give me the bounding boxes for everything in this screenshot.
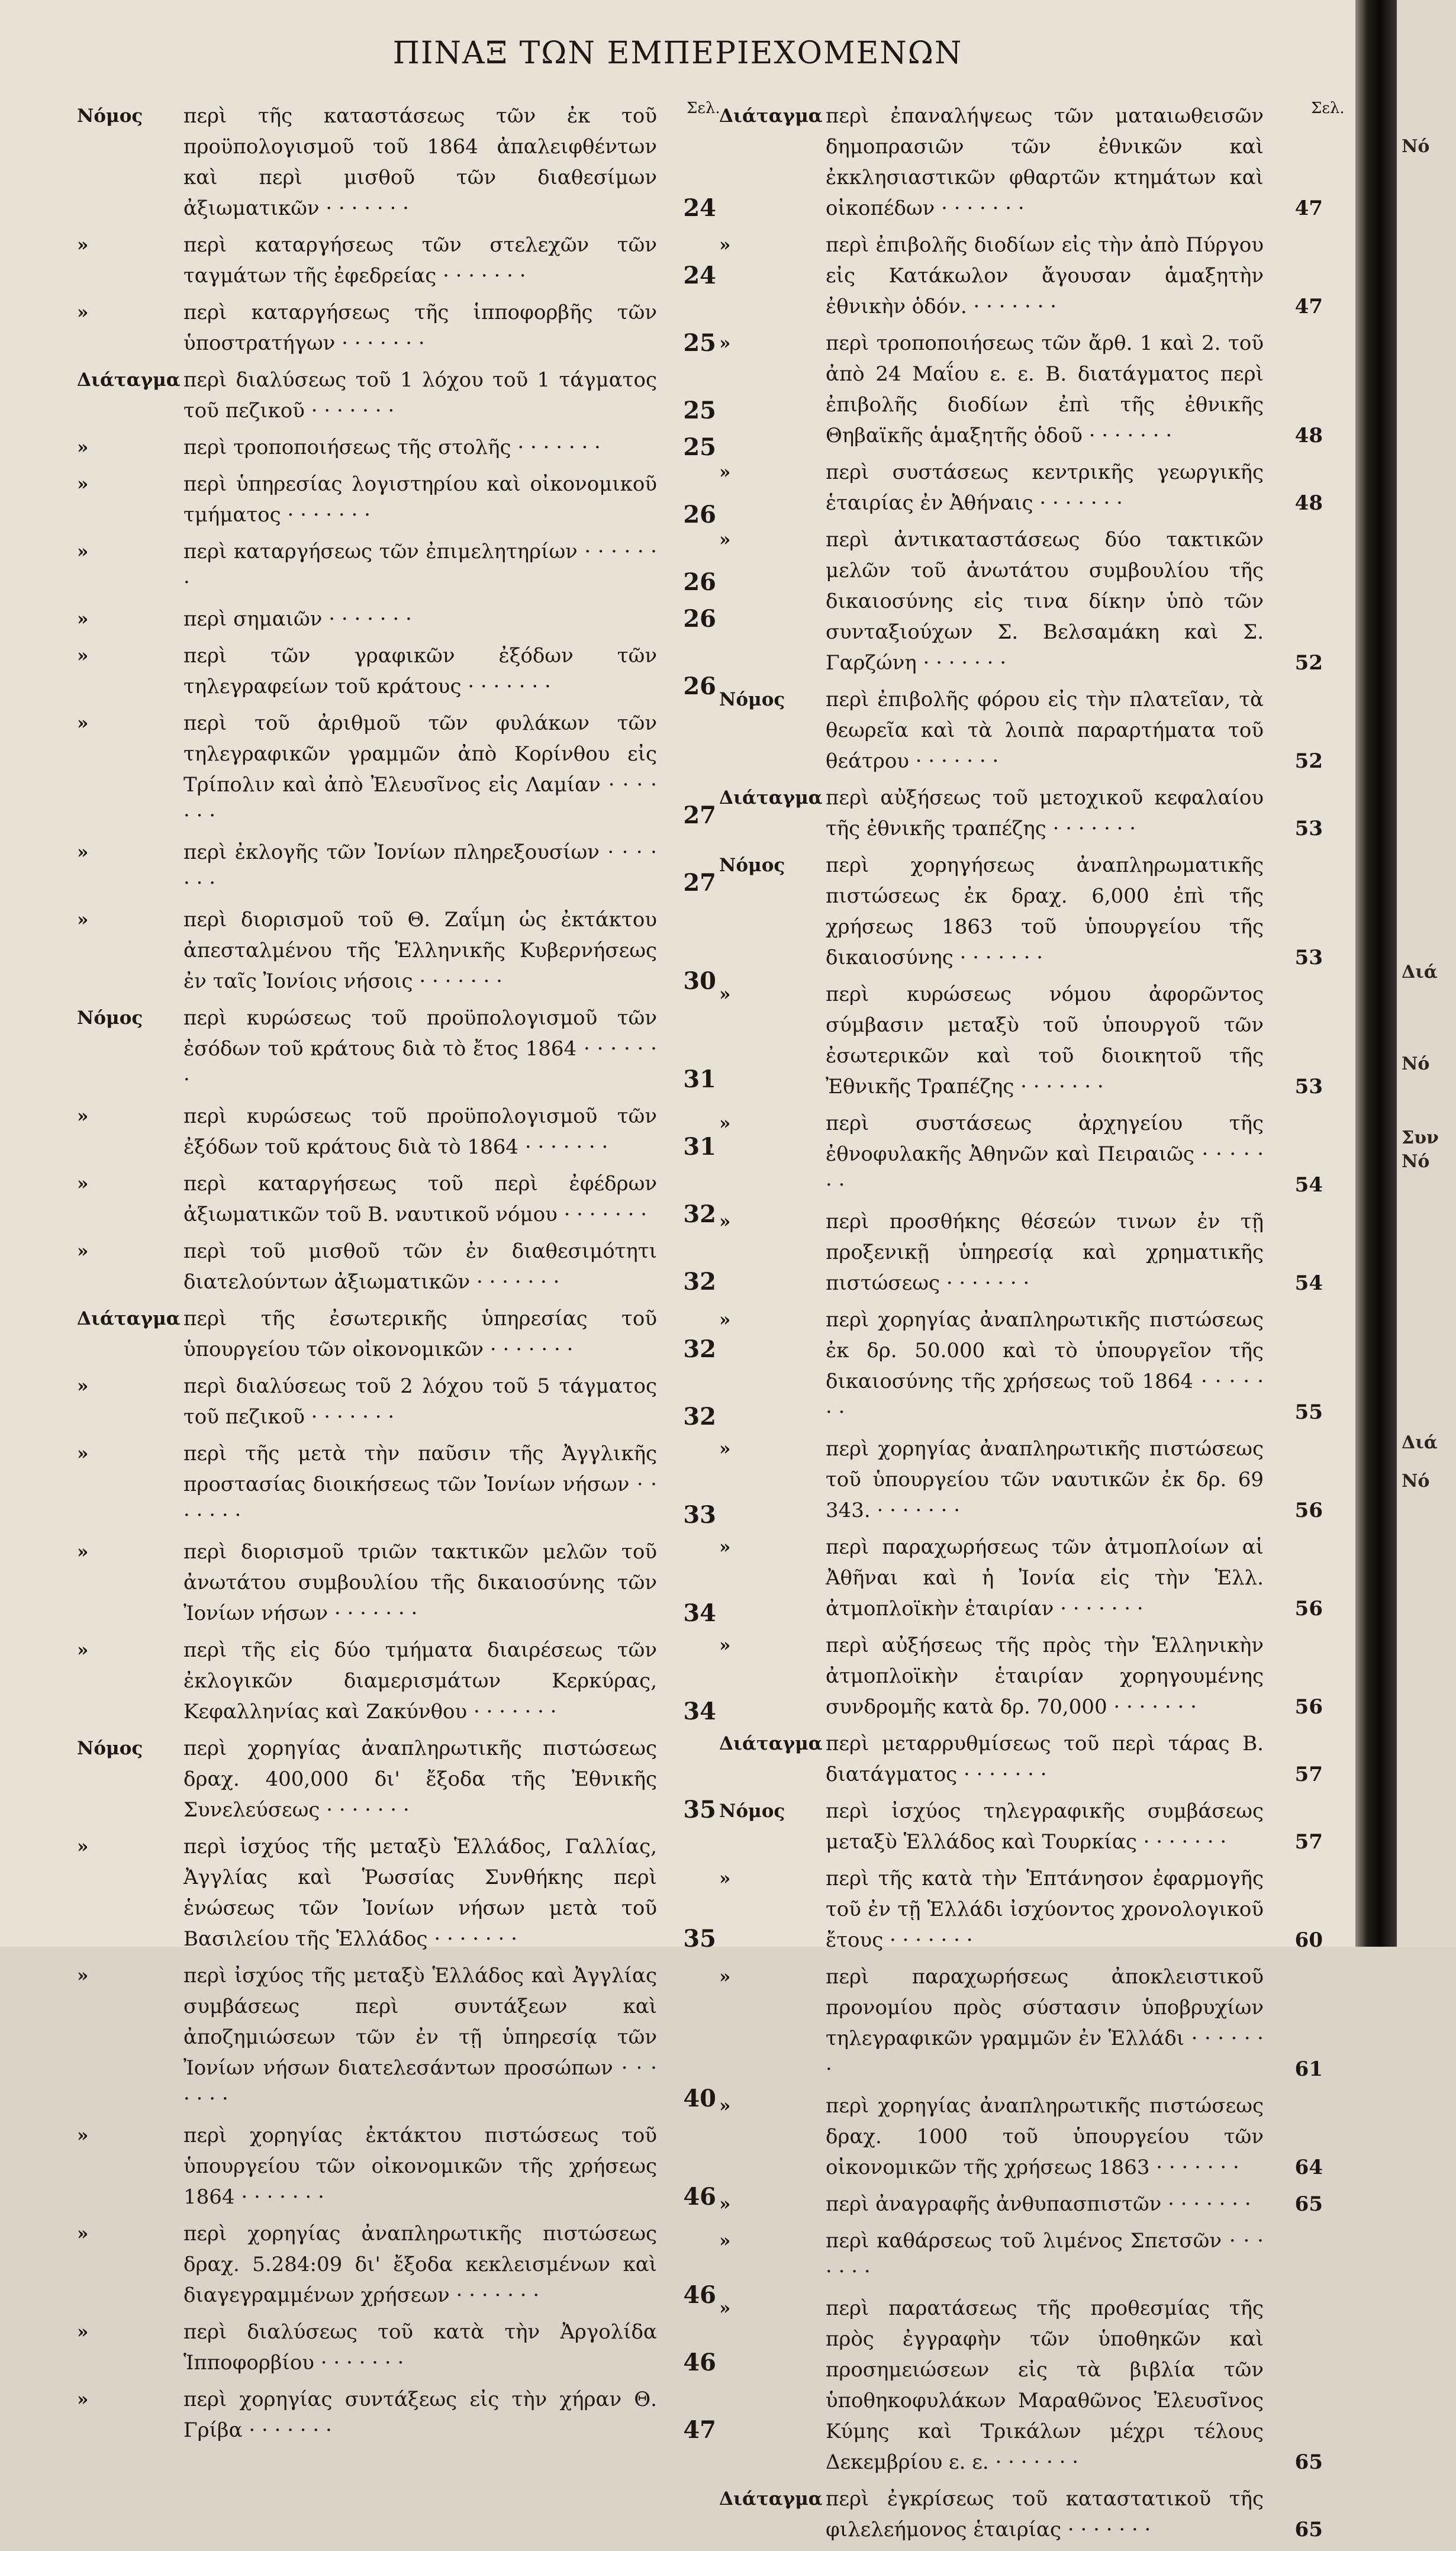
toc-entry <box>77 536 716 598</box>
entry-text: περὶ διορισμοῦ τριῶν τακτικῶν μελῶν τοῦ ἀνωτάτου συμβουλίου τῆς δικαιοσύνης τῶν Ἰονίων νήσων · · · · · · · <box>183 1540 657 1625</box>
entry-text: περὶ καταργήσεως τοῦ περὶ ἐφέδρων ἀξιωματικῶν τοῦ Β. ναυτικοῦ νόμου · · · · · · · <box>183 1172 657 1226</box>
entry-page-number: 34 <box>683 1599 716 1627</box>
entry-page-number: 30 <box>683 967 716 995</box>
entry-text: περὶ χορηγίας ἀναπληρωτικῆς πιστώσεως δραχ. 400,000 δι' ἔξοδα τῆς Ἐθνικῆς Συνελεύσεως · · · · · · · <box>183 1737 657 1822</box>
entry-page-number: 46 <box>683 2183 716 2211</box>
entry-page-number: 54 <box>1294 1173 1323 1197</box>
toc-entry <box>77 469 716 530</box>
entry-type: » <box>77 645 89 666</box>
toc-entry <box>77 1438 716 1531</box>
entry-text: περὶ ἀναγραφῆς ἀνθυπασπιστῶν · · · · · · · <box>826 2192 1251 2216</box>
entry-text: περὶ παρατάσεως τῆς προθεσμίας τῆς πρὸς ἐγγραφὴν τῶν ὑποθηκῶν καὶ προσημειώσεων εἰς τὰ βιβλία τῶν ὑποθηκοφυλάκων Μαραθῶνος Ἐλευσῖνος Κύμης καὶ Τρικάλων μέχρι τέλους Δεκεμβρίου ε. ε. · · · · · · · <box>826 2296 1264 2474</box>
entry-type: » <box>77 1541 89 1563</box>
entry-page-number: 55 <box>1294 1400 1323 1424</box>
entry-text: περὶ τῆς κατὰ τὴν Ἑπτάνησον ἐφαρμογῆς τοῦ ἐν τῇ Ἑλλάδι ἰσχύοντος χρονολογικοῦ ἔτους · · · · · · · <box>826 1867 1264 1952</box>
entry-type: » <box>77 1241 89 1262</box>
page-column-label-left: Σελ. <box>687 99 720 117</box>
entry-page-number: 47 <box>1294 197 1323 220</box>
toc-column-left <box>77 101 716 2452</box>
entry-page-number: 32 <box>683 1403 716 1431</box>
entry-type: » <box>77 2389 89 2410</box>
entry-page-number: 27 <box>683 869 716 897</box>
entry-page-number: 32 <box>683 1200 716 1228</box>
toc-entry <box>77 1733 716 1825</box>
entry-type: » <box>77 1376 89 1397</box>
entry-page-number: 46 <box>683 2281 716 2309</box>
entry-type: » <box>719 1113 731 1134</box>
entry-page-number: 61 <box>1294 2057 1323 2081</box>
entry-text: περὶ τροποποιήσεως τῶν ἄρθ. 1 καὶ 2. τοῦ ἀπὸ 24 Μαΐου ε. ε. Β. διατάγματος περὶ ἐπιβολῆς διοδίων ἐπὶ τῆς ἐθνικῆς Θηβαϊκῆς ἁμαξητῆς ὁδοῦ · · · · · · · <box>826 331 1264 447</box>
toc-entry <box>77 432 716 463</box>
toc-entry <box>77 1960 716 2114</box>
entry-type: Νόμος <box>77 1007 143 1029</box>
toc-entry <box>77 2120 716 2212</box>
entry-page-number: 35 <box>683 1925 716 1953</box>
entry-type: » <box>77 2321 89 2343</box>
toc-entry <box>719 2293 1323 2478</box>
entry-page-number: 54 <box>1294 1271 1323 1295</box>
entry-text: περὶ καταργήσεως τῶν ἐπιμελητηρίων · · · · · · · <box>183 540 657 594</box>
entry-page-number: 27 <box>683 801 716 829</box>
book-spine <box>1355 0 1397 1947</box>
entry-type: » <box>77 909 89 930</box>
entry-type: » <box>719 2194 731 2215</box>
entry-text: περὶ μεταρρυθμίσεως τοῦ περὶ τάρας Β. διατάγματος · · · · · · · <box>826 1732 1264 1786</box>
entry-text: περὶ καθάρσεως τοῦ λιμένος Σπετσῶν · · · · · · · <box>826 2229 1264 2283</box>
entry-page-number: 53 <box>1294 946 1323 969</box>
entry-text: περὶ κυρώσεως νόμου ἀφορῶντος σύμβασιν μεταξὺ τοῦ ὑπουργοῦ τῶν ἐσωτερικῶν καὶ τοῦ διοικητοῦ τῆς Ἐθνικῆς Τραπέζης · · · · · · · <box>826 983 1264 1099</box>
toc-entry <box>719 457 1323 518</box>
entry-text: περὶ χορηγίας ἀναπληρωτικῆς πιστώσεως δραχ. 5.284:09 δι' ἔξοδα κεκλεισμένων καὶ διαγεγραμμένων χρήσεων · · · · · · · <box>183 2222 657 2307</box>
entry-text: περὶ παραχωρήσεως ἀποκλειστικοῦ προνομίου πρὸς σύστασιν ὑποβρυχίων τηλεγραφικῶν γραμμῶν ἐν Ἑλλάδι · · · · · · · <box>826 1965 1264 2081</box>
entry-page-number: 26 <box>683 672 716 700</box>
next-page-fragment: Διά <box>1402 962 1438 983</box>
entry-text: περὶ τῆς ἐσωτερικῆς ὑπηρεσίας τοῦ ὑπουργείου τῶν οἰκονομικῶν · · · · · · · <box>183 1307 657 1361</box>
entry-page-number: 48 <box>1294 424 1323 447</box>
entry-page-number: 25 <box>683 397 716 424</box>
entry-text: περὶ τροποποιήσεως τῆς στολῆς · · · · · · · <box>183 436 601 459</box>
entry-text: περὶ χορηγίας συντάξεως εἰς τὴν χήραν Θ. Γρίβα · · · · · · · <box>183 2388 657 2442</box>
toc-entry <box>719 2225 1323 2287</box>
entry-text: περὶ σημαιῶν · · · · · · · <box>183 607 412 631</box>
entry-text: περὶ ὑπηρεσίας λογιστηρίου καὶ οἰκονομικοῦ τμήματος · · · · · · · <box>183 472 657 527</box>
entry-text: περὶ διορισμοῦ τοῦ Θ. Ζαΐμη ὡς ἐκτάκτου ἀπεσταλμένου τῆς Ἑλληνικῆς Κυβερνήσεως ἐν ταῖς Ἰονίοις νήσοις · · · · · · · <box>183 908 657 993</box>
entry-text: περὶ προσθήκης θέσεών τινων ἐν τῇ προξενικῇ ὑπηρεσίᾳ καὶ χρηματικῆς πιστώσεως · · · · · · · <box>826 1210 1264 1295</box>
toc-entry <box>77 1831 716 1954</box>
entry-page-number: 53 <box>1294 817 1323 840</box>
toc-entry <box>719 1728 1323 1790</box>
page-title: ΠΙΝΑΞ ΤΩΝ ΕΜΠΕΡΙΕΧΟΜΕΝΩΝ <box>392 36 963 71</box>
entry-text: περὶ ἐπαναλήψεως τῶν ματαιωθεισῶν δημοπρασιῶν τῶν ἐθνικῶν καὶ ἐκκλησιαστικῶν φθαρτῶν κτημάτων καὶ οἰκοπέδων · · · · · · · <box>826 104 1264 220</box>
entry-type: » <box>77 2223 89 2244</box>
entry-page-number: 56 <box>1294 1695 1323 1719</box>
toc-entry <box>719 230 1323 322</box>
toc-entry <box>719 782 1323 844</box>
toc-entry <box>77 1371 716 1432</box>
next-page-fragment: Νό <box>1402 136 1430 157</box>
toc-entry <box>77 101 716 224</box>
entry-text: περὶ κυρώσεως τοῦ προϋπολογισμοῦ τῶν ἐσόδων τοῦ κράτους διὰ τὸ ἔτος 1864 · · · · · · · <box>183 1006 657 1091</box>
toc-entry <box>77 1635 716 1727</box>
entry-type: » <box>77 1965 89 1986</box>
entry-page-number: 35 <box>683 1796 716 1824</box>
toc-entry <box>719 1206 1323 1299</box>
entry-type: » <box>77 842 89 863</box>
entry-type: » <box>77 474 89 495</box>
entry-type: » <box>77 713 89 734</box>
entry-page-number: 65 <box>1294 2192 1323 2216</box>
entry-page-number: 48 <box>1294 491 1323 515</box>
toc-entry <box>77 1236 716 1297</box>
toc-entry <box>77 604 716 634</box>
entry-text: περὶ τῆς καταστάσεως τῶν ἐκ τοῦ προϋπολογισμοῦ τοῦ 1864 ἀπαλειφθέντων καὶ περὶ μισθοῦ τῶν διαθεσίμων ἀξιωματικῶν · · · · · · · <box>183 104 657 220</box>
entry-type: Διάταγμα <box>77 1308 181 1329</box>
entry-page-number: 24 <box>683 194 716 222</box>
entry-text: περὶ τῶν γραφικῶν ἐξόδων τῶν τηλεγραφείων τοῦ κράτους · · · · · · · <box>183 644 657 698</box>
toc-entry <box>77 2384 716 2446</box>
entry-type: » <box>77 1443 89 1464</box>
entry-type: Διάταγμα <box>719 2488 823 2510</box>
next-page-fragment: Νό <box>1402 1471 1430 1492</box>
entry-type: » <box>77 234 89 256</box>
entry-type: » <box>719 333 731 354</box>
entry-page-number: 65 <box>1294 2450 1323 2474</box>
entry-type: » <box>77 1836 89 1857</box>
toc-entry <box>77 837 716 898</box>
toc-entry <box>77 2218 716 2311</box>
toc-entry <box>719 1305 1323 1428</box>
entry-page-number: 33 <box>683 1501 716 1529</box>
entry-text: περὶ παραχωρήσεως τῶν ἀτμοπλοίων αἱ Ἀθῆναι καὶ ἡ Ἰονία εἰς τὴν Ἑλλ. ἀτμοπλοϊκὴν ἑταιρίαν · · · · · · · <box>826 1535 1264 1621</box>
entry-type: » <box>719 1309 731 1331</box>
entry-text: περὶ τῆς εἰς δύο τμήματα διαιρέσεως τῶν ἐκλογικῶν διαμερισμάτων Κερκύρας, Κεφαλληνίας καὶ Ζακύνθου · · · · · · · <box>183 1638 657 1724</box>
entry-type: » <box>77 302 89 323</box>
entry-page-number: 26 <box>683 501 716 529</box>
entry-page-number: 52 <box>1294 749 1323 773</box>
entry-type: » <box>719 2095 731 2117</box>
toc-entry <box>77 1101 716 1162</box>
entry-text: περὶ ἐκλογῆς τῶν Ἰονίων πληρεξουσίων · · · · · · · <box>183 840 657 895</box>
entry-text: περὶ χορηγήσεως ἀναπληρωματικῆς πιστώσεως ἐκ δραχ. 6,000 ἐπὶ τῆς χρήσεως 1863 τοῦ ὑπουργείου τῆς δικαιοσύνης · · · · · · · <box>826 853 1264 969</box>
entry-type: » <box>77 608 89 630</box>
toc-entry <box>719 850 1323 973</box>
entry-type: Διάταγμα <box>719 787 823 809</box>
entry-page-number: 34 <box>683 1698 716 1725</box>
entry-text: περὶ ἐγκρίσεως τοῦ καταστατικοῦ τῆς φιλελεήμονος ἑταιρίας · · · · · · · <box>826 2487 1264 2542</box>
entry-type: » <box>719 1635 731 1656</box>
entry-type: Διάταγμα <box>719 105 823 127</box>
entry-page-number: 56 <box>1294 1597 1323 1621</box>
toc-entry <box>719 1434 1323 1526</box>
toc-entry <box>77 365 716 426</box>
toc-entry <box>719 1532 1323 1624</box>
entry-text: περὶ χορηγίας ἀναπληρωτικῆς πιστώσεως ἐκ δρ. 50.000 καὶ τὸ ὑπουργεῖον τῆς δικαιοσύνης τῆς χρήσεως τοῦ 1864 · · · · · · · <box>826 1308 1264 1424</box>
entry-type: » <box>77 541 89 562</box>
next-page-fragment: Νό <box>1402 1054 1430 1074</box>
next-page-fragment: Διά <box>1402 1432 1438 1453</box>
entry-type: » <box>719 1868 731 1889</box>
entry-page-number: 52 <box>1294 651 1323 675</box>
entry-text: περὶ διαλύσεως τοῦ 2 λόχου τοῦ 5 τάγματος τοῦ πεζικοῦ · · · · · · · <box>183 1374 657 1429</box>
entry-type: Νόμος <box>719 689 785 710</box>
entry-type: » <box>719 1211 731 1232</box>
entry-type: » <box>77 2125 89 2146</box>
toc-entry <box>77 1168 716 1230</box>
toc-entry <box>719 2484 1323 2545</box>
entry-page-number: 25 <box>683 329 716 357</box>
entry-type: » <box>719 1966 731 1988</box>
entry-text: περὶ χορηγίας ἐκτάκτου πιστώσεως τοῦ ὑπουργείου τῶν οἰκονομικῶν τῆς χρήσεως 1864 · · · · · · · <box>183 2124 657 2209</box>
entry-page-number: 31 <box>683 1133 716 1161</box>
entry-text: περὶ συστάσεως ἀρχηγείου τῆς ἐθνοφυλακῆς Ἀθηνῶν καὶ Πειραιῶς · · · · · · · <box>826 1112 1264 1197</box>
toc-entry <box>719 2189 1323 2220</box>
entry-text: περὶ ἐπιβολῆς διοδίων εἰς τὴν ἀπὸ Πύργου εἰς Κατάκωλον ἄγουσαν ἁμαξητὴν ἐθνικὴν ὁδόν. · · · · · · · <box>826 233 1264 318</box>
toc-entry <box>719 684 1323 777</box>
entry-page-number: 24 <box>683 262 716 289</box>
entry-type: Διάταγμα <box>719 1733 823 1754</box>
next-page-edge <box>1397 0 1456 1947</box>
entry-type: » <box>77 1173 89 1194</box>
entry-type: Νόμος <box>719 855 785 876</box>
entry-page-number: 46 <box>683 2349 716 2376</box>
entry-type: » <box>77 1106 89 1127</box>
entry-text: περὶ ἰσχύος τῆς μεταξὺ Ἑλλάδος, Γαλλίας, Ἀγγλίας καὶ Ῥωσσίας Συνθήκης περὶ ἑνώσεως τῶν Ἰονίων νήσων μετὰ τοῦ Βασιλείου τῆς Ἑλλάδος · · · · · · · <box>183 1835 657 1951</box>
entry-page-number: 65 <box>1294 2518 1323 2542</box>
entry-type: » <box>719 1537 731 1558</box>
toc-entry <box>77 2317 716 2378</box>
entry-text: περὶ χορηγίας ἀναπληρωτικῆς πιστώσεως τοῦ ὑπουργείου τῶν ναυτικῶν ἐκ δρ. 69 343. · · · · · · · <box>826 1437 1264 1522</box>
entry-text: περὶ διαλύσεως τοῦ κατὰ τὴν Ἀργολίδα Ἱπποφορβίου · · · · · · · <box>183 2320 657 2375</box>
entry-text: περὶ τοῦ ἀριθμοῦ τῶν φυλάκων τῶν τηλεγραφικῶν γραμμῶν ἀπὸ Κορίνθου εἰς Τρίπολιν καὶ ἀπὸ Ἐλευσῖνος εἰς Λαμίαν · · · · · · · <box>183 711 657 827</box>
toc-entry <box>77 708 716 831</box>
entry-type: » <box>719 462 731 483</box>
entry-page-number: 60 <box>1294 1928 1323 1952</box>
entry-text: περὶ ἀντικαταστάσεως δύο τακτικῶν μελῶν τοῦ ἀνωτάτου συμβουλίου τῆς δικαιοσύνης εἰς τινα δίκην ὑπὸ τῶν συνταξιούχων Σ. Βελσαμάκη καὶ Σ. Γαρζώνη · · · · · · · <box>826 528 1264 675</box>
entry-text: περὶ ἐπιβολῆς φόρου εἰς τὴν πλατεῖαν, τὰ θεωρεῖα καὶ τὰ λοιπὰ παραρτήματα τοῦ θεάτρου · · · · · · · <box>826 688 1264 773</box>
toc-entry <box>77 1003 716 1095</box>
entry-text: περὶ συστάσεως κεντρικῆς γεωργικῆς ἑταιρίας ἐν Ἀθήναις · · · · · · · <box>826 460 1264 515</box>
entry-text: περὶ αὐξήσεως τοῦ μετοχικοῦ κεφαλαίου τῆς ἐθνικῆς τραπέζης · · · · · · · <box>826 786 1264 840</box>
entry-page-number: 40 <box>683 2085 716 2112</box>
entry-text: περὶ ἰσχύος τῆς μεταξὺ Ἑλλάδος καὶ Ἀγγλίας συμβάσεως περὶ συντάξεων καὶ ἀποζημιώσεων τῶν ἐν τῇ ὑπηρεσίᾳ τῶν Ἰονίων νήσων διατελεσάντων προσώπων · · · · · · · <box>183 1964 657 2111</box>
toc-entry <box>719 1108 1323 1200</box>
entry-text: περὶ χορηγίας ἀναπληρωτικῆς πιστώσεως δραχ. 1000 τοῦ ὑπουργείου τῶν οἰκονομικῶν τῆς χρήσεως 1863 · · · · · · · <box>826 2094 1264 2179</box>
toc-entry <box>77 297 716 359</box>
toc-entry <box>77 1303 716 1365</box>
entry-text: περὶ καταργήσεως τῆς ἱπποφορβῆς τῶν ὑποστρατήγων · · · · · · · <box>183 301 657 355</box>
entry-page-number: 32 <box>683 1335 716 1363</box>
entry-type: Διάταγμα <box>77 369 181 391</box>
toc-entry <box>77 1537 716 1629</box>
entry-type: » <box>719 234 731 256</box>
toc-entry <box>719 524 1323 678</box>
entry-type: Νόμος <box>77 1738 143 1759</box>
entry-type: Νόμος <box>719 1800 785 1822</box>
entry-text: περὶ αὐξήσεως τῆς πρὸς τὴν Ἑλληνικὴν ἀτμοπλοϊκὴν ἑταιρίαν χορηγουμένης συνδρομῆς κατὰ δρ. 70,000 · · · · · · · <box>826 1634 1264 1719</box>
entry-page-number: 57 <box>1294 1830 1323 1854</box>
entry-type: Νόμος <box>77 105 143 127</box>
toc-entry <box>719 1863 1323 1956</box>
next-page-fragment: Συν <box>1402 1128 1439 1148</box>
entry-page-number: 47 <box>683 2416 716 2444</box>
entry-type: » <box>719 2230 731 2252</box>
entry-type: » <box>77 437 89 458</box>
entry-page-number: 56 <box>1294 1499 1323 1522</box>
entry-page-number: 47 <box>1294 295 1323 318</box>
entry-text: περὶ διαλύσεως τοῦ 1 λόχου τοῦ 1 τάγματος τοῦ πεζικοῦ · · · · · · · <box>183 368 657 423</box>
toc-entry <box>719 328 1323 451</box>
entry-type: » <box>719 529 731 550</box>
entry-type: » <box>719 1438 731 1460</box>
toc-entry <box>719 1796 1323 1857</box>
toc-entry <box>719 979 1323 1102</box>
entry-type: » <box>77 1640 89 1661</box>
entry-type: » <box>719 984 731 1005</box>
entry-page-number: 32 <box>683 1268 716 1296</box>
entry-page-number: 26 <box>683 605 716 633</box>
toc-entry <box>77 640 716 702</box>
toc-entry <box>719 101 1323 224</box>
entry-page-number: 25 <box>683 433 716 461</box>
page-column-label-right: Σελ. <box>1311 99 1345 117</box>
toc-entry <box>719 1961 1323 2085</box>
toc-entry <box>719 1630 1323 1722</box>
entry-page-number: 57 <box>1294 1763 1323 1786</box>
entry-text: περὶ τῆς μετὰ τὴν παῦσιν τῆς Ἀγγλικῆς προστασίας διοικήσεως τῶν Ἰονίων νήσων · · · · · · · <box>183 1442 657 1527</box>
entry-page-number: 64 <box>1294 2156 1323 2179</box>
next-page-fragment: Νό <box>1402 1151 1430 1172</box>
toc-entry <box>77 230 716 291</box>
entry-text: περὶ καταργήσεως τῶν στελεχῶν τῶν ταγμάτων τῆς ἐφεδρείας · · · · · · · <box>183 233 657 288</box>
entry-page-number: 31 <box>683 1065 716 1093</box>
toc-column-right <box>719 101 1323 2551</box>
entry-text: περὶ ἰσχύος τηλεγραφικῆς συμβάσεως μεταξὺ Ἑλλάδος καὶ Τουρκίας · · · · · · · <box>826 1799 1264 1854</box>
toc-entry <box>77 904 716 997</box>
entry-text: περὶ τοῦ μισθοῦ τῶν ἐν διαθεσιμότητι διατελούντων ἀξιωματικῶν · · · · · · · <box>183 1239 657 1294</box>
entry-page-number: 53 <box>1294 1075 1323 1099</box>
toc-entry <box>719 2091 1323 2183</box>
entry-text: περὶ κυρώσεως τοῦ προϋπολογισμοῦ τῶν ἐξόδων τοῦ κράτους διὰ τὸ 1864 · · · · · · · <box>183 1104 657 1159</box>
entry-type: » <box>719 2298 731 2319</box>
entry-page-number: 26 <box>683 568 716 596</box>
